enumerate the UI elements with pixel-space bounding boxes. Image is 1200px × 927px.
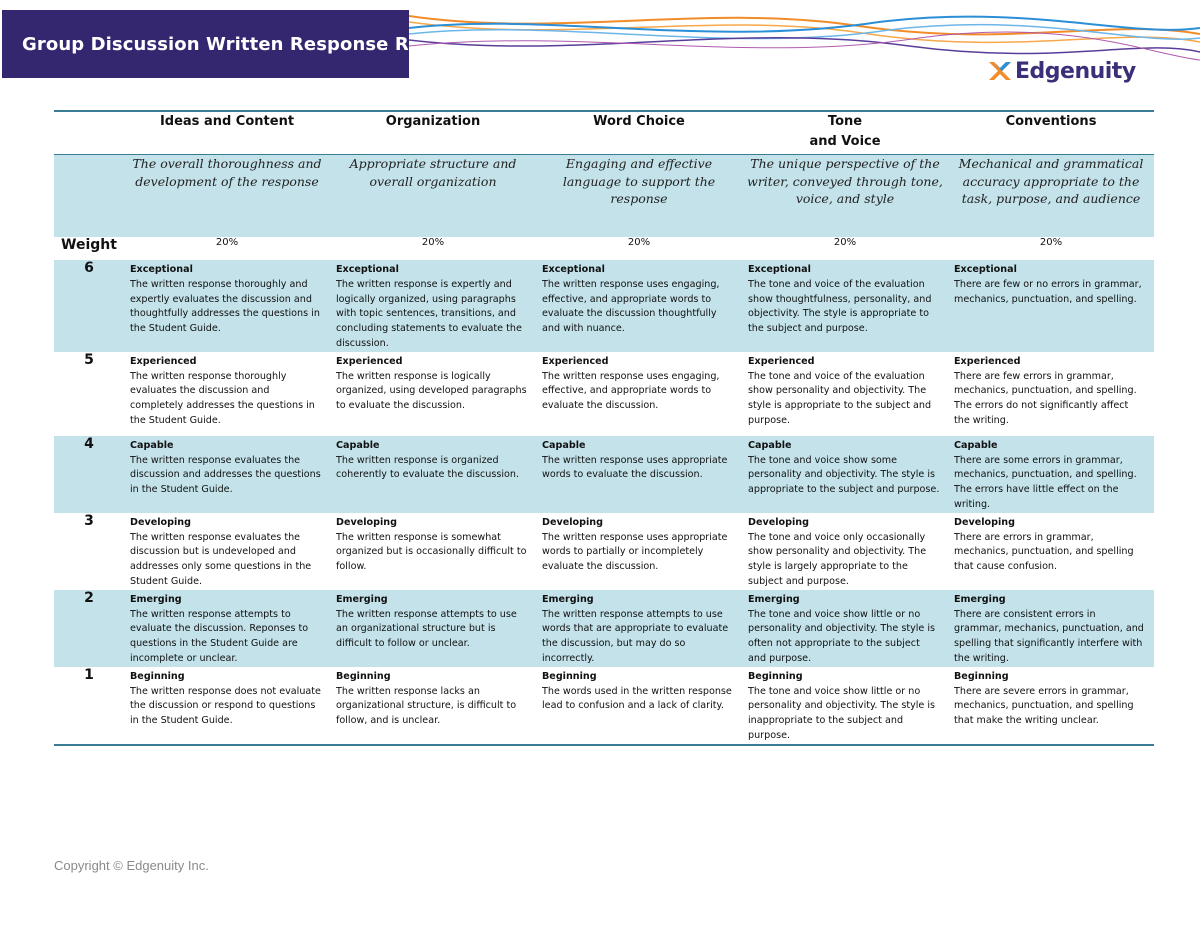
level-label: Emerging bbox=[748, 593, 800, 605]
criteria-text: The tone and voice show little or no personality and objectivity. The style is inappropriate to the subject and purpose. bbox=[748, 685, 936, 741]
level-label: Developing bbox=[130, 516, 191, 528]
level-label: Capable bbox=[954, 439, 998, 451]
level-label: Beginning bbox=[130, 670, 185, 682]
column-header: Tone and Voice bbox=[809, 114, 881, 149]
level-label: Exceptional bbox=[336, 264, 399, 275]
rubric-cell bbox=[948, 352, 1154, 429]
score-value: 4 bbox=[54, 436, 124, 513]
criteria-text: The written response is expertly and logically organized, using paragraphs with topic sentences, transitions, and concluding statements to evaluate the discussion. bbox=[336, 278, 522, 349]
criteria-text: There are consistent errors in grammar, mechanics, punctuation, and spelling that significantly interfere with the writing. bbox=[954, 608, 1144, 664]
rubric-cell bbox=[124, 436, 330, 498]
criteria-text: The written response evaluates the discussion but is undeveloped and addresses only some questions in the Student Guide. bbox=[130, 531, 312, 587]
score-row-5 bbox=[54, 352, 1154, 436]
level-label: Emerging bbox=[542, 593, 594, 605]
level-label: Experienced bbox=[542, 355, 609, 367]
criteria-text: The written response thoroughly and expertly evaluates the discussion and thoughtfully addresses the questions in the Student Guide. bbox=[130, 278, 320, 335]
level-label: Developing bbox=[954, 516, 1015, 528]
score-value: 6 bbox=[54, 260, 124, 352]
level-label: Beginning bbox=[542, 670, 597, 682]
header-row bbox=[54, 111, 1154, 155]
corner-cell bbox=[54, 111, 124, 155]
document-title: Group Discussion Written Response Rubric bbox=[22, 33, 461, 55]
level-label: Developing bbox=[542, 516, 603, 528]
column-description: Mechanical and grammatical accuracy appropriate to the task, purpose, and audience bbox=[948, 155, 1154, 238]
level-label: Exceptional bbox=[954, 264, 1017, 275]
criteria-text: The written response uses appropriate words to evaluate the discussion. bbox=[542, 454, 728, 481]
rubric-cell bbox=[948, 590, 1154, 667]
level-label: Exceptional bbox=[542, 264, 605, 275]
score-row-4 bbox=[54, 436, 1154, 513]
column-description: The unique perspective of the writer, conveyed through tone, voice, and style bbox=[742, 155, 948, 238]
criteria-text: The tone and voice show little or no personality and objectivity. The style is often not appropriate to the subject and purpose. bbox=[748, 608, 936, 664]
criteria-text: The written response attempts to use words that are appropriate to evaluate the discussion, but may do so incorrectly. bbox=[542, 608, 729, 664]
rubric-cell bbox=[330, 590, 536, 652]
column-header: Ideas and Content bbox=[159, 114, 295, 129]
corner-cell bbox=[54, 155, 124, 238]
rubric-cell bbox=[536, 436, 742, 483]
rubric-cell bbox=[330, 667, 536, 729]
rubric-cell bbox=[742, 436, 948, 498]
weight-value: 20% bbox=[421, 237, 445, 248]
rubric-cell bbox=[124, 352, 330, 429]
score-value: 2 bbox=[54, 590, 124, 667]
score-row-3 bbox=[54, 513, 1154, 590]
rubric-cell bbox=[742, 260, 948, 337]
level-label: Experienced bbox=[954, 355, 1021, 367]
criteria-text: The written response is organized coherently to evaluate the discussion. bbox=[336, 454, 520, 481]
weight-row bbox=[54, 237, 1154, 260]
logo-text: Edgenuity bbox=[1015, 58, 1136, 84]
weight-label: Weight bbox=[61, 237, 117, 253]
criteria-text: There are some errors in grammar, mechanics, punctuation, and spelling. The errors have little effect on the writing. bbox=[954, 454, 1137, 510]
criteria-text: The tone and voice of the evaluation show thoughtfulness, personality, and objectivity. The style is appropriate to the subject and purpose. bbox=[748, 278, 932, 335]
edgenuity-logo bbox=[986, 56, 1136, 86]
level-label: Exceptional bbox=[130, 264, 193, 275]
rubric-cell bbox=[124, 667, 330, 729]
level-label: Developing bbox=[336, 516, 397, 528]
weight-value: 20% bbox=[1039, 237, 1063, 248]
rubric-cell bbox=[536, 590, 742, 667]
criteria-text: The written response attempts to use an organizational structure but is difficult to follow or unclear. bbox=[336, 608, 517, 650]
level-label: Developing bbox=[748, 516, 809, 528]
edgenuity-x-icon bbox=[986, 57, 1014, 85]
criteria-text: The written response evaluates the discussion and addresses the questions in the Student Guide. bbox=[130, 454, 321, 496]
column-header: Organization bbox=[385, 114, 481, 129]
criteria-text: The written response uses engaging, effective, and appropriate words to evaluate the discussion. bbox=[542, 370, 720, 412]
weight-value: 20% bbox=[627, 237, 651, 248]
rubric-cell bbox=[124, 513, 330, 590]
criteria-text: The written response is logically organized, using developed paragraphs to evaluate the discussion. bbox=[336, 370, 527, 412]
criteria-text: The tone and voice only occasionally show personality and objectivity. The style is largely appropriate to the subject and purpose. bbox=[748, 531, 927, 587]
criteria-text: There are few errors in grammar, mechanics, punctuation, and spelling. The errors do not significantly affect the writing. bbox=[954, 370, 1137, 426]
rubric-cell bbox=[124, 260, 330, 337]
criteria-text: The written response attempts to evaluate the discussion. Reponses to questions in the Student Guide are incomplete or unclear. bbox=[130, 608, 309, 664]
criteria-text: The tone and voice of the evaluation show personality and objectivity. The style is appropriate to the subject and purpose. bbox=[748, 370, 932, 426]
copyright-notice: Copyright © Edgenuity Inc. bbox=[54, 858, 209, 873]
rubric-cell bbox=[330, 260, 536, 352]
column-header: Conventions bbox=[1005, 114, 1097, 129]
criteria-text: There are severe errors in grammar, mechanics, punctuation, and spelling that make the writing unclear. bbox=[954, 685, 1134, 727]
score-row-1 bbox=[54, 667, 1154, 745]
criteria-text: The written response thoroughly evaluates the discussion and completely addresses the questions in the Student Guide. bbox=[130, 370, 315, 426]
rubric-cell bbox=[742, 352, 948, 429]
level-label: Emerging bbox=[130, 593, 182, 605]
criteria-text: The written response is somewhat organized but is occasionally difficult to follow. bbox=[336, 531, 527, 573]
level-label: Experienced bbox=[748, 355, 815, 367]
level-label: Exceptional bbox=[748, 264, 811, 275]
rubric-cell bbox=[536, 513, 742, 575]
rubric-cell bbox=[948, 667, 1154, 729]
column-description: Appropriate structure and overall organization bbox=[330, 155, 536, 238]
rubric-cell bbox=[124, 590, 330, 667]
rubric-table bbox=[54, 110, 1154, 746]
rubric-cell bbox=[536, 667, 742, 714]
rubric-cell bbox=[330, 352, 536, 414]
criteria-text: The written response lacks an organizational structure, is difficult to follow, and is unclear. bbox=[336, 685, 517, 727]
title-banner bbox=[2, 10, 461, 78]
level-label: Beginning bbox=[748, 670, 803, 682]
score-row-6 bbox=[54, 260, 1154, 352]
criteria-text: There are errors in grammar, mechanics, punctuation, and spelling that cause confusion. bbox=[954, 531, 1134, 573]
weight-value: 20% bbox=[833, 237, 857, 248]
level-label: Experienced bbox=[130, 355, 197, 367]
criteria-text: The written response does not evaluate the discussion or respond to questions in the Student Guide. bbox=[130, 685, 321, 727]
score-value: 1 bbox=[84, 666, 94, 683]
level-label: Capable bbox=[130, 439, 174, 451]
score-value: 5 bbox=[84, 351, 94, 368]
level-label: Capable bbox=[542, 439, 586, 451]
weight-value: 20% bbox=[215, 237, 239, 248]
score-value: 3 bbox=[84, 512, 94, 529]
criteria-text: The written response uses engaging, effective, and appropriate words to evaluate the discussion thoughtfully and with nuance. bbox=[542, 278, 720, 335]
rubric-cell bbox=[536, 260, 742, 337]
level-label: Capable bbox=[336, 439, 380, 451]
rubric-cell bbox=[948, 436, 1154, 513]
rubric-cell bbox=[742, 513, 948, 590]
rubric-cell bbox=[948, 513, 1154, 575]
description-row bbox=[54, 155, 1154, 238]
level-label: Experienced bbox=[336, 355, 403, 367]
rubric-cell bbox=[330, 436, 536, 483]
rubric-cell bbox=[948, 260, 1154, 307]
criteria-text: The tone and voice show some personality and objectivity. The style is appropriate to the subject and purpose. bbox=[748, 454, 940, 496]
level-label: Emerging bbox=[336, 593, 388, 605]
criteria-text: There are few or no errors in grammar, mechanics, punctuation, and spelling. bbox=[954, 278, 1142, 305]
rubric-cell bbox=[330, 513, 536, 575]
criteria-text: The words used in the written response lead to confusion and a lack of clarity. bbox=[542, 685, 732, 712]
level-label: Beginning bbox=[954, 670, 1009, 682]
rubric-cell bbox=[536, 352, 742, 414]
level-label: Capable bbox=[748, 439, 792, 451]
column-header: Word Choice bbox=[593, 114, 685, 129]
rubric-cell bbox=[742, 590, 948, 667]
column-description: Engaging and effective language to support the response bbox=[536, 155, 742, 238]
score-row-2 bbox=[54, 590, 1154, 667]
level-label: Beginning bbox=[336, 670, 391, 682]
level-label: Emerging bbox=[954, 593, 1006, 605]
rubric-cell bbox=[742, 667, 948, 744]
column-description: The overall thoroughness and development of the response bbox=[124, 155, 330, 238]
criteria-text: The written response uses appropriate words to partially or incompletely evaluate the discussion. bbox=[542, 531, 728, 573]
